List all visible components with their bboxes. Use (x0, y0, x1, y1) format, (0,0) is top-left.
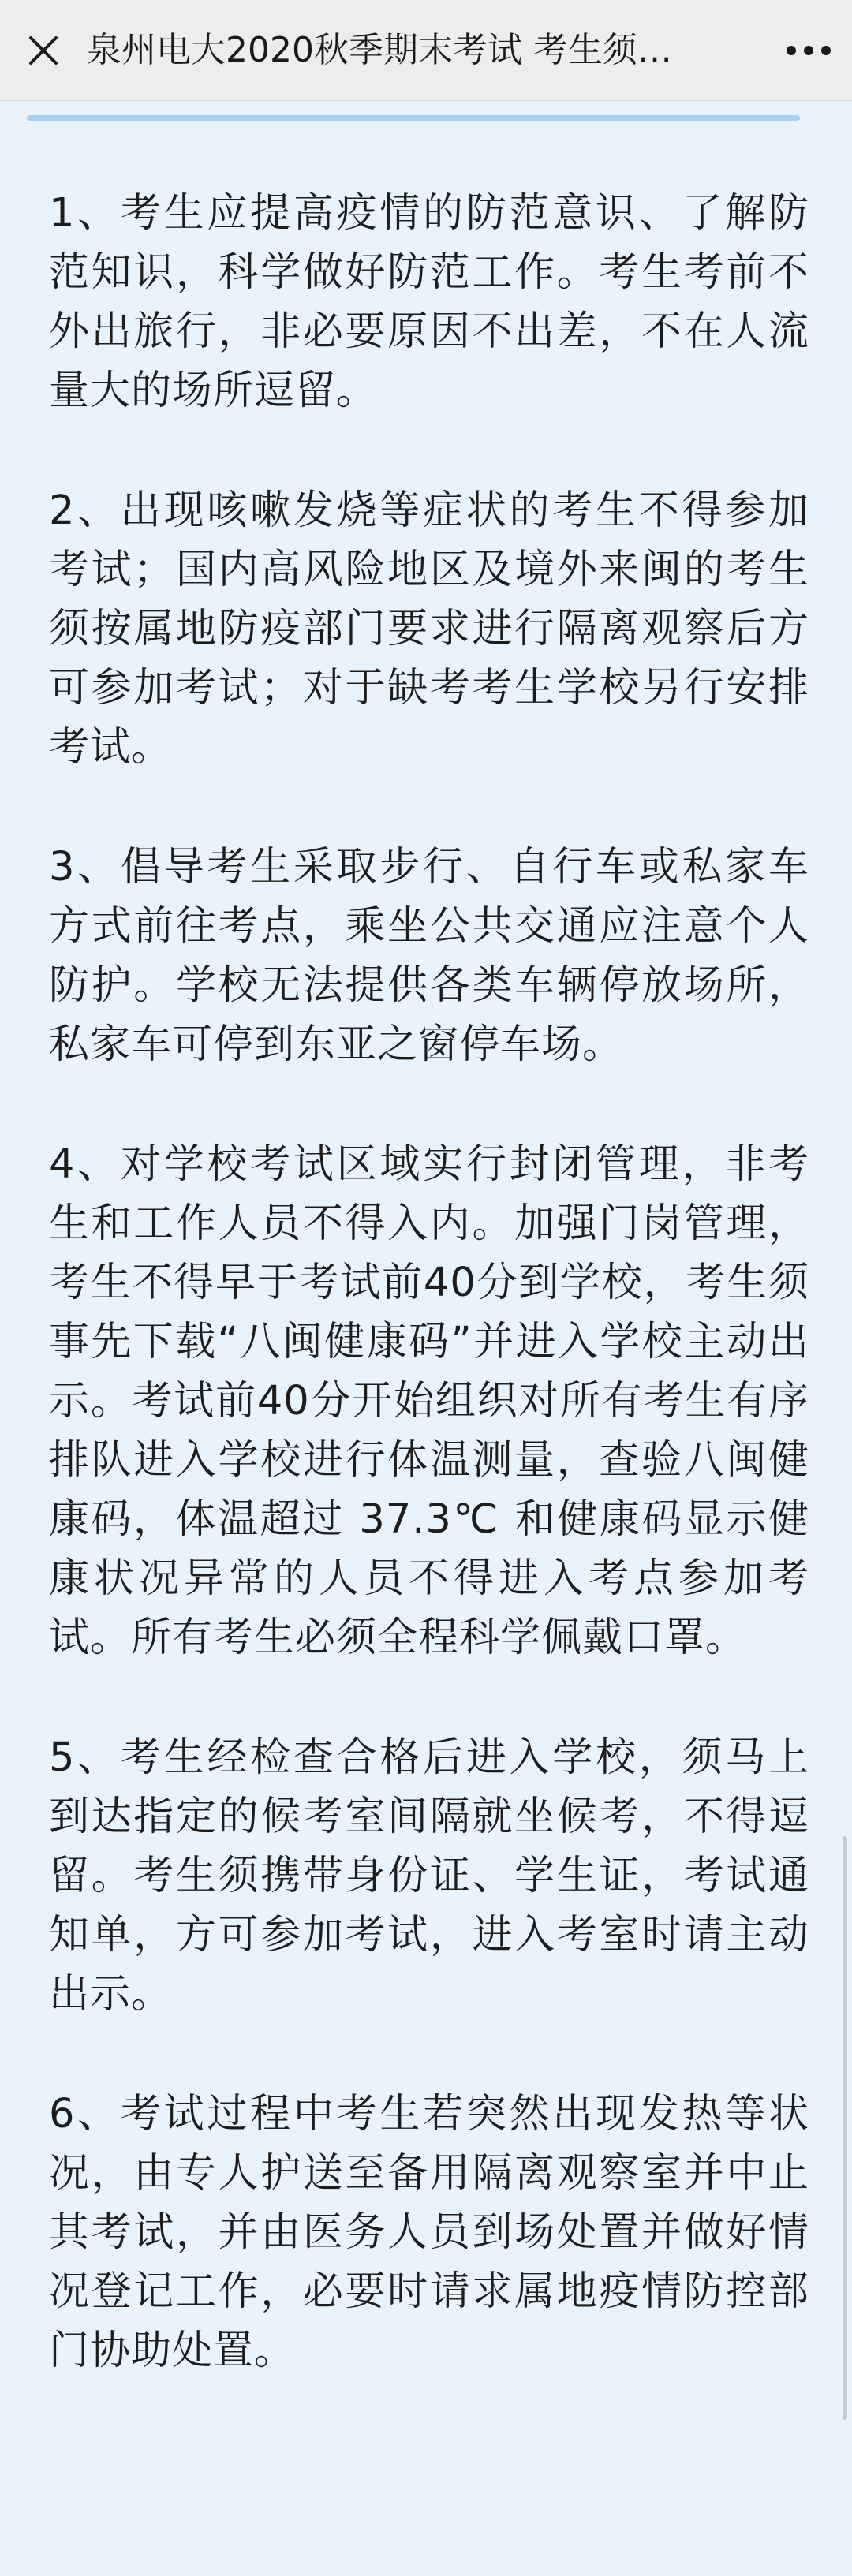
article-body (49, 184, 809, 2441)
notice-paragraph-5: 5、考生经检查合格后进入学校，须马上到达指定的候考室间隔就坐候考，不得逗留。考生须携带身份证、学生证，考试通知单，方可参加考试，进入考室时请主动出示。 (49, 1734, 809, 2018)
article-content-area[interactable] (0, 101, 852, 2576)
vertical-scrollbar[interactable] (843, 1836, 847, 2420)
notice-paragraph-1: 1、考生应提高疫情的防范意识、了解防范知识，科学做好防范工作。考生考前不外出旅行，非必要原因不出差，不在人流量大的场所逗留。 (49, 190, 809, 414)
notice-paragraph-3: 3、倡导考生采取步行、自行车或私家车方式前往考点，乘坐公共交通应注意个人防护。学校无法提供各类车辆停放场所，私家车可停到东亚之窗停车场。 (49, 844, 809, 1068)
notice-paragraph-4: 4、对学校考试区域实行封闭管理，非考生和工作人员不得入内。加强门岗管理，考生不得早于考试前40分到学校，考生须事先下载“八闽健康码”并进入学校主动出示。考试前40分开始组织对所有考生有序排队进入学校进行体温测量，查验八闽健康码，体温超过 37.3℃ 和健康码显示健康状况异常的人员不得进入考点参加考试。所有考生必须全程科学佩戴口罩。 (49, 1141, 809, 1661)
close-icon (26, 33, 61, 68)
notice-paragraph-2: 2、出现咳嗽发烧等症状的考生不得参加考试；国内高风险地区及境外来闽的考生须按属地防疫部门要求进行隔离观察后方可参加考试；对于缺考考生学校另行安排考试。 (49, 487, 809, 771)
more-horizontal-icon (785, 44, 832, 57)
page-title: 泉州电大2020秋季期末考试 考生须… (87, 29, 672, 70)
more-options-button[interactable] (765, 0, 852, 101)
notice-paragraph-6: 6、考试过程中考生若突然出现发热等状况，由专人护送至备用隔离观察室并中止其考试，并由医务人员到场处置并做好情况登记工作，必要时请求属地疫情防控部门协助处置。 (49, 2091, 809, 2374)
close-button[interactable] (0, 0, 87, 101)
accent-divider (27, 115, 800, 121)
top-navigation-bar (0, 0, 852, 101)
